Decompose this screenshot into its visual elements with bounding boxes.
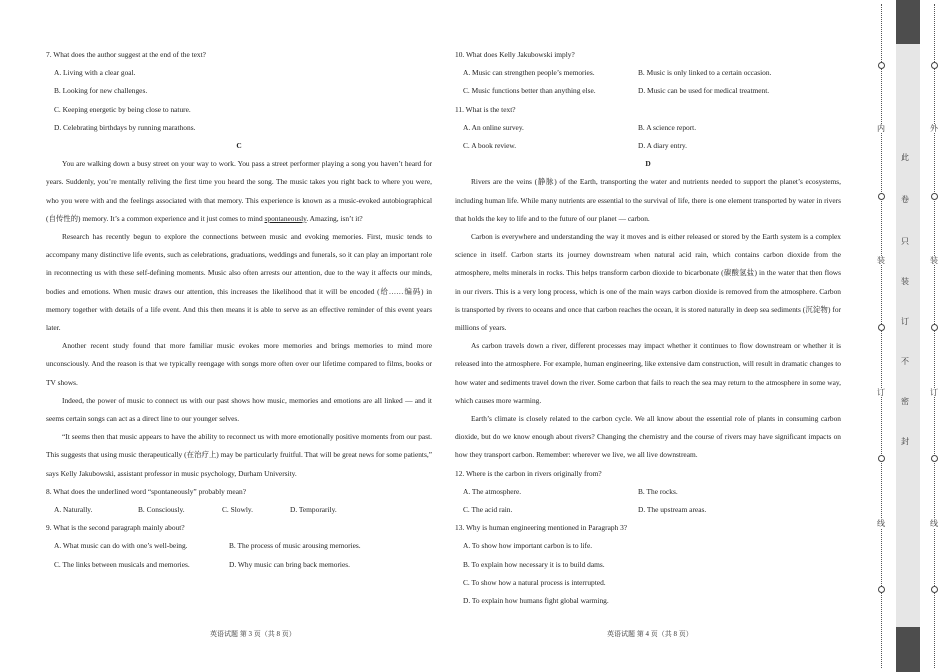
binding-circle [878,586,885,593]
strip-char-ding: 订 [901,317,909,326]
question-11-options-row-1 [455,119,841,137]
passage-c-paragraph-4: Indeed, the power of music to connect us with our past shows how music, memories and emotions are all linked — and it seems certain songs can act as a direct line to our younger selves. [46,395,432,424]
paragraph-1-text-after: . Amazing, isn’t it? [306,213,363,223]
inner-label-xian: 线 [877,519,885,528]
question-10-option-a: A. Music can strengthen people’s memories. [463,68,595,78]
question-10-options-row-1 [455,64,841,82]
question-8-stem: 8. What does the underlined word “spontaneously” probably mean? [46,486,246,496]
question-13-option-a: A. To show how important carbon is to life. [463,541,593,551]
passage-c-heading: C [236,141,242,151]
footer-page-3: 英语试题 第 3 页（共 8 页） [210,630,296,638]
question-11-option-c: C. A book review. [463,141,517,151]
passage-d-paragraph-1: Rivers are the veins (静脉) of the Earth, transporting the water and nutrients needed to support the planet’s ecosystems, including human life. While many nutrients are essential to the survival of life, there is one element transported by water in rivers that holds the key to life and to the future of our planet — carbon. [455,177,841,223]
strip-bottom-block [896,627,920,672]
binding-margin [868,0,950,672]
underlined-word-spontaneously: spontaneously [264,213,307,223]
strip-char-mi: 密 [901,397,909,406]
left-page-column [46,46,432,574]
question-8-option-b: B. Consciously. [138,505,185,515]
question-12-options-row-1 [455,483,841,501]
strip-char-zhi: 只 [901,237,909,246]
question-7-stem: 7. What does the author suggest at the end of the text? [46,50,206,59]
question-12-option-d: D. The upstream areas. [638,505,707,515]
question-11-stem: 11. What is the text? [455,104,516,114]
passage-c-paragraph-3: Another recent study found that more familiar music evokes more memories and brings memories to mind more unconsciously. And the reason is that we typically reengage with songs more often over our lifetime compared to films, books or TV shows. [46,341,432,387]
question-12-stem: 12. Where is the carbon in rivers originally from? [455,468,602,478]
question-10-option-b: B. Music is only linked to a certain occasion. [638,68,772,78]
passage-c-paragraph-1 [46,155,432,228]
binding-circle [931,324,938,331]
question-7-option-d: D. Celebrating birthdays by running marathons. [54,122,196,132]
inner-dotted-line [881,4,882,668]
question-11-option-a: A. An online survey. [463,122,524,132]
right-page-column [455,46,841,610]
strip-char-zhuang: 装 [901,277,909,286]
question-11-options-row-2 [455,137,841,155]
inner-label-nei: 内 [877,124,885,133]
passage-d-paragraph-3: As carbon travels down a river, different processes may impact whether it continues to flow downstream or whether it is released into the atmosphere. For example, human engineering, like extensive dam construction, will result in dramatic changes to how water and sediments travel down the river. Some carbon that fails to reach the sea may return to the atmosphere in some way, which causes more warming. [455,341,841,405]
question-13-option-d: D. To explain how humans fight global warming. [463,596,609,606]
question-12-option-a: A. The atmosphere. [463,486,522,496]
question-12-options-row-2 [455,501,841,519]
strip-top-block [896,0,920,44]
strip-char-juan: 卷 [901,195,909,204]
question-9-option-b: B. The process of music arousing memories. [229,541,361,551]
passage-d-heading: D [645,159,651,169]
footer-page-4: 英语试题 第 4 页（共 8 页） [607,630,693,638]
question-10-stem: 10. What does Kelly Jakubowski imply? [455,50,575,59]
question-8-option-c: C. Slowly. [222,505,253,515]
sealing-strip [896,0,920,672]
question-8-option-d: D. Temporarily. [290,505,337,515]
question-9-stem: 9. What is the second paragraph mainly about? [46,523,185,533]
outer-label-zhuang: 装 [930,256,938,265]
question-9-option-a: A. What music can do with one’s well-being. [54,541,188,551]
strip-char-ci: 此 [901,153,909,162]
paragraph-1-text-before: You are walking down a busy street on your way to work. You pass a street performer playing a song you haven’t heard for years. Suddenly, you’re mentally reliving the first time you heard the song. The music takes you right back to where you were, who you were with and the feelings associated with that memory. This experience is known as a music-evoked autobiographical (自传性的) memory. It’s a common experience and it just comes to mind [46,159,432,223]
passage-d-paragraph-2: Carbon is everywhere and understanding the way it moves and is either released or stored by the Earth system is a complex science in itself. Carbon starts its journey downstream when natural acid rain, which contains carbon dioxide from the atmosphere, melts minerals in rocks. This helps transform carbon dioxide to bicarbonate (碳酸氢盐) in the water that then flows in our rivers. This is a very long process, which is one of the main ways carbon dioxide is removed from the atmosphere. Carbon is transported by rivers to oceans and once that carbon reaches the ocean, it is stored naturally in deep sea sediments (沉淀物) for millions of years. [455,232,841,333]
passage-d-paragraph-4: Earth’s climate is closely related to the carbon cycle. We all know about the essential role of plants in consuming carbon dioxide, but do we know enough about rivers? Changing the chemistry and the course of rivers may have significant impacts on how they transport carbon. Remember: wherever we live, we all live downstream. [455,414,841,460]
question-11-option-d: D. A diary entry. [638,141,687,151]
binding-circle [931,455,938,462]
question-12-option-c: C. The acid rain. [463,505,513,515]
question-8-options [46,501,432,519]
strip-char-bu: 不 [901,357,909,366]
binding-circle [878,324,885,331]
question-9-option-c: C. The links between musicals and memories. [54,559,190,569]
binding-circle [931,62,938,69]
outer-label-wai: 外 [930,124,938,133]
question-9-options-row-2 [46,556,432,574]
strip-char-feng: 封 [901,437,909,446]
outer-dotted-line [934,4,935,668]
passage-c-paragraph-5: “It seems then that music appears to have the ability to reconnect us with more emotionally positive moments from our past. This suggests that using music therapeutically (在治疗上) may be particularly fruitful. That will be great news for some patients,” says Kelly Jakubowski, assistant professor in music psychology, Durham University. [46,432,432,478]
binding-circle [931,193,938,200]
inner-label-zhuang: 装 [877,256,885,265]
binding-circle [878,193,885,200]
question-13-stem: 13. Why is human engineering mentioned in Paragraph 3? [455,523,628,533]
question-9-options-row-1 [46,537,432,555]
question-7-option-c: C. Keeping energetic by being close to nature. [54,104,191,114]
question-13-option-c: C. To show how a natural process is interrupted. [463,577,606,587]
question-7-option-a: A. Living with a clear goal. [54,68,136,78]
binding-circle [878,62,885,69]
outer-label-xian: 线 [930,519,938,528]
question-11-option-b: B. A science report. [638,122,697,132]
inner-label-ding: 订 [877,388,885,397]
binding-circle [878,455,885,462]
outer-label-ding: 订 [930,388,938,397]
question-8-option-a: A. Naturally. [54,505,93,515]
question-13-option-b: B. To explain how necessary it is to build dams. [463,559,605,569]
question-12-option-b: B. The rocks. [638,486,678,496]
question-10-option-c: C. Music functions better than anything else. [463,86,596,96]
question-10-options-row-2 [455,82,841,100]
question-7-option-b: B. Looking for new challenges. [54,86,148,96]
question-9-option-d: D. Why music can bring back memories. [229,559,350,569]
binding-circle [931,586,938,593]
passage-c-paragraph-2: Research has recently begun to explore the connections between music and evoking memories. First, music tends to accompany many distinctive life events, such as celebrations, graduations, weddings and funerals, so it can play an important role in reconnecting us with these self-defining moments. Music also often arrests our attention, due to the way it affects our minds, bodies and emotions. When music draws our attention, this increases the likelihood that it will be encoded (给……编码) in memory together with details of a life event. And this then means it is able to serve as an effective reminder of this event years later. [46,232,432,333]
question-10-option-d: D. Music can be used for medical treatment. [638,86,770,96]
